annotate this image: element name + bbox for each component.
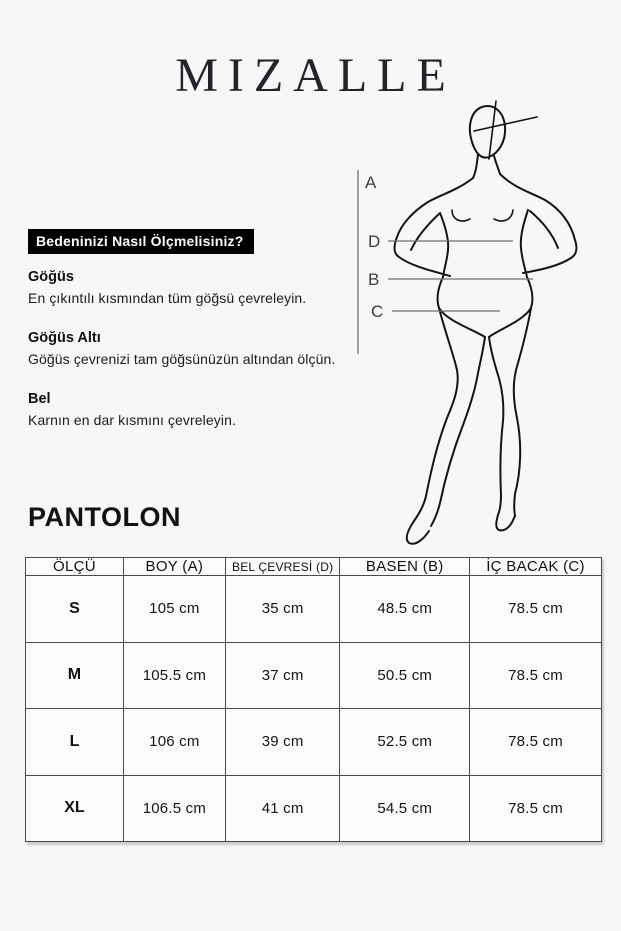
guide-section-text-gogus-alti: Göğüs çevrenizi tam göğsünüzün altından ölçün.	[28, 351, 336, 367]
value-cell: 106.5 cm	[123, 775, 225, 842]
product-title: PANTOLON	[28, 502, 182, 532]
value-cell: 48.5 cm	[340, 576, 470, 643]
size-cell: M	[26, 642, 124, 709]
value-cell: 37 cm	[225, 642, 340, 709]
guide-section-heading-bel: Bel	[28, 391, 51, 407]
table-row-l	[26, 709, 602, 776]
value-cell: 78.5 cm	[470, 775, 602, 842]
body-measurement-figure	[348, 98, 621, 550]
value-cell: 106 cm	[123, 709, 225, 776]
measurement-guide	[28, 229, 338, 428]
value-cell: 105.5 cm	[123, 642, 225, 709]
measure-label-b: B	[368, 270, 380, 289]
col-header-olcu: ÖLÇÜ	[26, 558, 124, 576]
value-cell: 78.5 cm	[470, 642, 602, 709]
measure-label-d: D	[368, 232, 381, 251]
guide-title-bar: Bedeninizi Nasıl Ölçmelisiniz?	[28, 229, 254, 254]
table-row-s	[26, 576, 602, 643]
value-cell: 78.5 cm	[470, 709, 602, 776]
size-cell: L	[26, 709, 124, 776]
value-cell: 78.5 cm	[470, 576, 602, 643]
guide-section-heading-gogus-alti: Göğüs Altı	[28, 330, 101, 346]
size-table	[25, 557, 602, 842]
col-header-basen-b: BASEN (B)	[340, 558, 470, 576]
guide-section-text-gogus: En çıkıntılı kısmından tüm göğsü çevreleyin.	[28, 290, 307, 306]
value-cell: 54.5 cm	[340, 775, 470, 842]
table-row-xl	[26, 775, 602, 842]
figure-sketch	[395, 101, 577, 544]
value-cell: 39 cm	[225, 709, 340, 776]
value-cell: 52.5 cm	[340, 709, 470, 776]
measure-label-a: A	[365, 173, 377, 192]
col-header-ic-bacak-c: İÇ BACAK (C)	[470, 558, 602, 576]
measure-label-c: C	[371, 302, 384, 321]
measurement-labels	[365, 173, 383, 321]
value-cell: 41 cm	[225, 775, 340, 842]
value-cell: 105 cm	[123, 576, 225, 643]
value-cell: 50.5 cm	[340, 642, 470, 709]
guide-section-heading-gogus: Göğüs	[28, 269, 74, 285]
size-cell: S	[26, 576, 124, 643]
brand-logo: MIZALLE	[175, 49, 456, 102]
col-header-bel-cevresi-d: BEL ÇEVRESİ (D)	[225, 558, 340, 576]
col-header-boy-a: BOY (A)	[123, 558, 225, 576]
size-cell: XL	[26, 775, 124, 842]
guide-section-text-bel: Karnın en dar kısmını çevreleyin.	[28, 412, 236, 428]
value-cell: 35 cm	[225, 576, 340, 643]
table-row-m	[26, 642, 602, 709]
size-table-header-row	[26, 558, 602, 576]
